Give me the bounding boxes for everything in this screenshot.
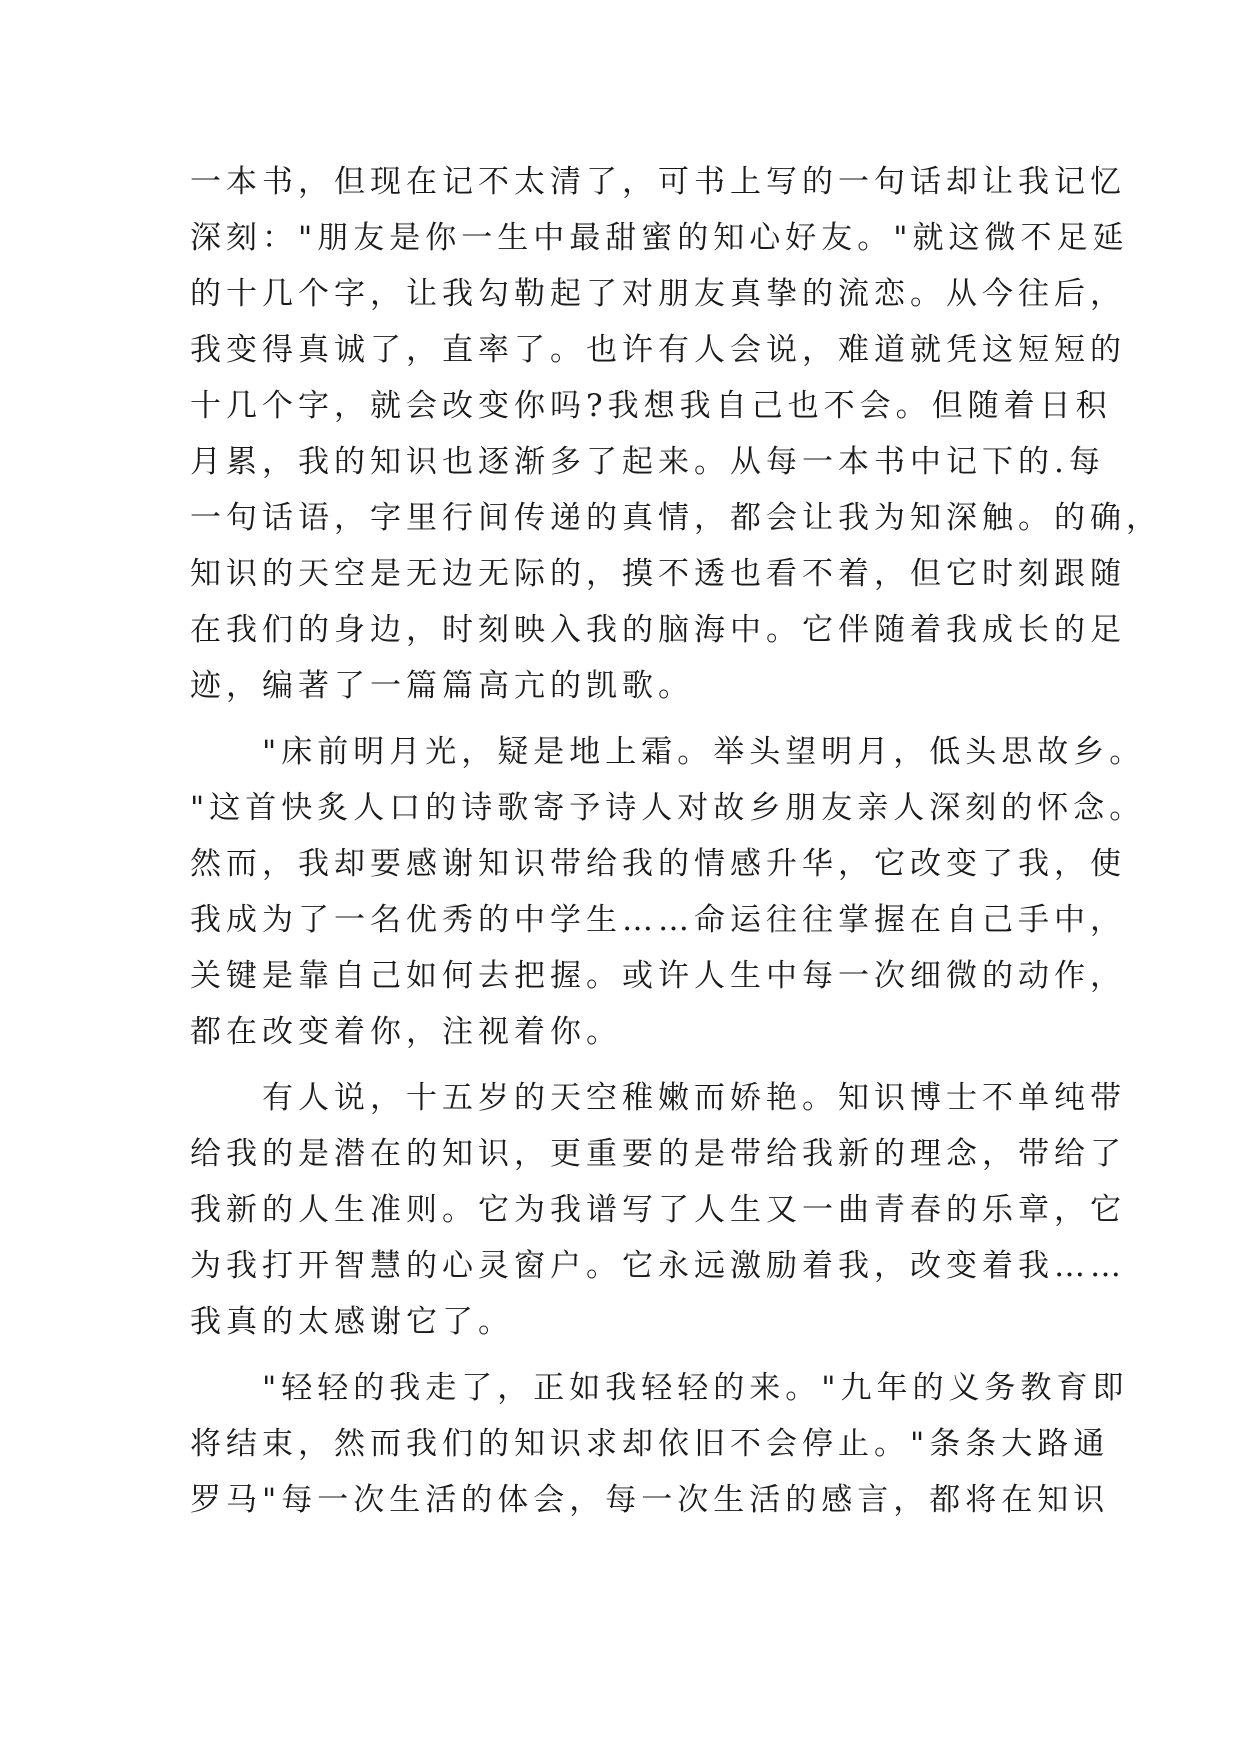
text-line: 罗马"每一次生活的体会，每一次生活的感言，都将在知识 <box>190 1482 1110 1518</box>
paragraph-3 <box>190 1070 1126 1350</box>
text-line: 的十几个字，让我勾勒起了对朋友真挚的流恋。从今往后， <box>190 276 1126 312</box>
text-line: 月累，我的知识也逐渐多了起来。从每一本书中记下的.每 <box>190 444 1105 480</box>
text-line: 十几个字，就会改变你吗?我想我自己也不会。但随着日积 <box>190 388 1112 424</box>
text-line: "这首快炙人口的诗歌寄予诗人对故乡朋友亲人深刻的怀念。 <box>190 790 1146 826</box>
text-line: 为我打开智慧的心灵窗户。它永远激励着我，改变着我…… <box>190 1248 1126 1284</box>
text-line: 然而，我却要感谢知识带给我的情感升华，它改变了我，使 <box>190 846 1126 882</box>
text-line: 迹，编著了一篇篇高亢的凯歌。 <box>190 668 694 704</box>
text-line: 一本书，但现在记不太清了，可书上写的一句话却让我记忆 <box>190 164 1126 200</box>
text-line: "轻轻的我走了，正如我轻轻的来。"九年的义务教育即 <box>262 1370 1129 1406</box>
text-line: 将结束，然而我们的知识求却依旧不会停止。"条条大路通 <box>190 1426 1110 1462</box>
text-line: 我成为了一名优秀的中学生……命运往往掌握在自己手中， <box>190 902 1126 938</box>
text-line: 深刻："朋友是你一生中最甜蜜的知心好友。"就这微不足延 <box>190 220 1129 256</box>
text-line: 关键是靠自己如何去把握。或许人生中每一次细微的动作， <box>190 958 1126 994</box>
text-line: 我变得真诚了，直率了。也许有人会说，难道就凭这短短的 <box>190 332 1126 368</box>
text-line: "床前明月光，疑是地上霜。举头望明月，低头思故乡。 <box>262 734 1146 770</box>
text-line: 有人说，十五岁的天空稚嫩而娇艳。知识博士不单纯带 <box>262 1080 1126 1116</box>
text-line: 一句话语，字里行间传递的真情，都会让我为知深触。的确， <box>190 500 1162 536</box>
paragraph-1 <box>190 154 1162 714</box>
paragraph-4 <box>190 1360 1129 1528</box>
document-body <box>190 154 1162 1538</box>
paragraph-2 <box>190 724 1146 1060</box>
text-line: 给我的是潜在的知识，更重要的是带给我新的理念，带给了 <box>190 1136 1126 1172</box>
text-line: 我新的人生准则。它为我谱写了人生又一曲青春的乐章，它 <box>190 1192 1126 1228</box>
text-line: 在我们的身边，时刻映入我的脑海中。它伴随着我成长的足 <box>190 612 1126 648</box>
text-line: 都在改变着你，注视着你。 <box>190 1014 622 1050</box>
text-line: 我真的太感谢它了。 <box>190 1304 514 1340</box>
text-line: 知识的天空是无边无际的，摸不透也看不着，但它时刻跟随 <box>190 556 1126 592</box>
